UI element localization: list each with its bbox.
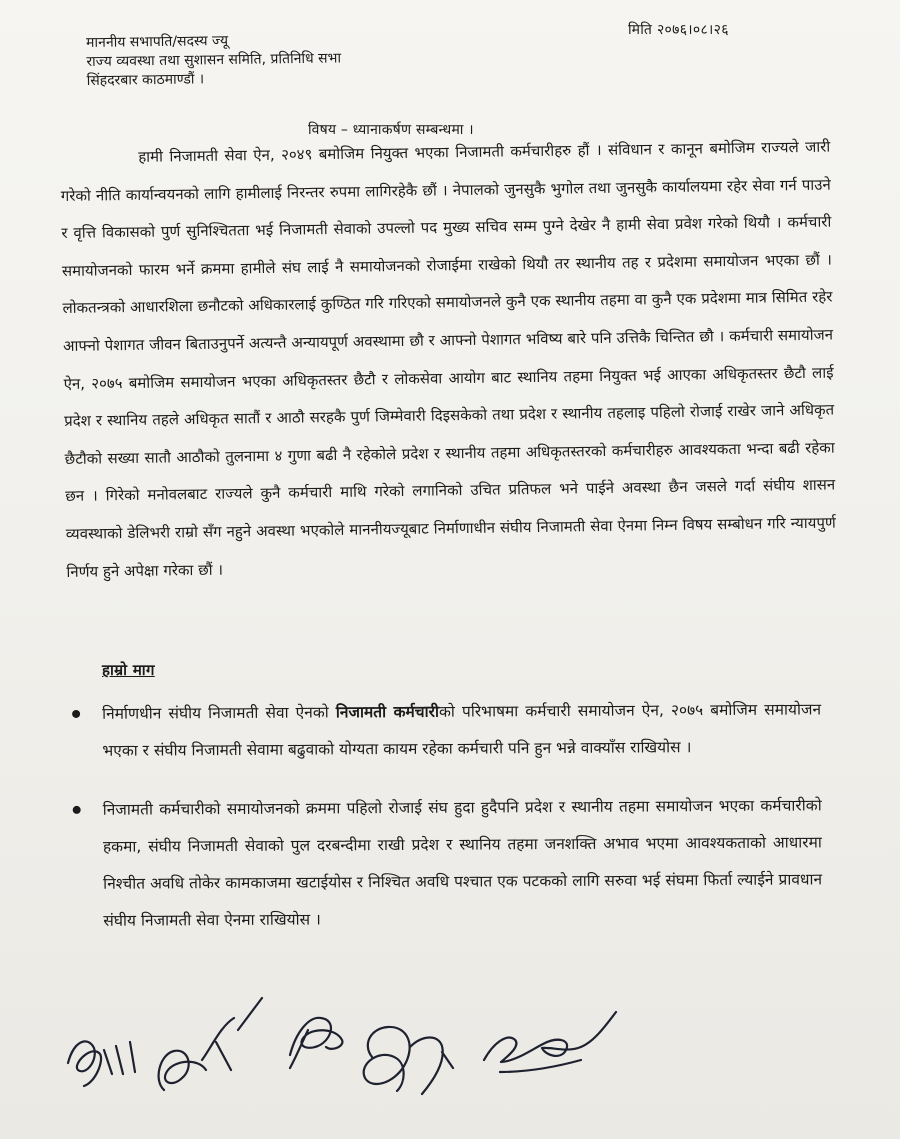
demand-emphasis: निजामती कर्मचारी — [335, 702, 440, 722]
bullet-icon — [72, 710, 80, 718]
handwritten-signature-icon — [68, 1041, 135, 1086]
bullet-icon — [73, 806, 81, 814]
handwritten-signature-icon — [484, 1012, 616, 1072]
demand-item — [66, 691, 821, 770]
address-line: सिंहदरबार काठमाण्डौं । — [86, 71, 205, 89]
demand-text: को परिभाषमा कर्मचारी समायोजन ऐन, २०७५ बमोजिम समायोजन भएका र संघीय निजामती सेवामा बढुवाको योग्यता कायम रहेका कर्मचारी पनि हुन भन्ने वाक्याँस राखियोस । — [102, 700, 822, 760]
address-line: राज्य व्यवस्था तथा सुशासन समिति, प्रतिनिधि सभा — [86, 50, 342, 70]
demands-title: हाम्रो माग — [102, 661, 155, 679]
handwritten-signature-icon — [290, 1018, 342, 1068]
signatures-area — [56, 990, 636, 1115]
demand-text: निजामती कर्मचारीको समायोजनको क्रममा पहिलो रोजाई संघ हुदा हुदैपनि प्रदेश र स्थानीय तहमा समायोजन भएका कर्मचारीको हकमा, संघीय निजामती सेवाको पुल दरबन्दीमा राखी प्रदेश र स्थानिय तहमा जनशक्ति अभाव भएमा आवश्यकताको आधारमा निश्चीत अवधि तोकेर कामकाजमा खटाईयोस र निश्चित अवधि पश्चात एक पटकको लागि सरुवा भई संघमा फिर्ता ल्याईने प्रावधान संघीय निजामती सेवा ऐनमा राखियोस । — [102, 796, 823, 930]
recipient-address — [86, 30, 341, 91]
letter-subject: विषय – ध्यानाकर्षण सम्बन्धमा । — [308, 122, 474, 138]
letter-date: मिति २०७६।०८।२६ — [628, 22, 729, 38]
handwritten-signature-icon — [364, 1027, 453, 1094]
letter-body: हामी निजामती सेवा ऐन, २०४९ बमोजिम नियुक्त भएका निजामती कर्मचारीहरु हौं । संविधान र कानून बमोजिम राज्यले जारी गरेको नीति कार्यान्वयनको लागि हामीलाई निरन्तर रुपमा लागिरहेकै छौं । नेपालको जुनसुकै भुगोल तथा जुनसुकै कार्यालयमा रहेर सेवा गर्न पाउने र वृत्ति विकासको पुर्ण सुनिश्चितता भई निजामती सेवाको उपल्लो पद मुख्य सचिव सम्म पुग्ने देखेर नै हामी सेवा प्रवेश गरेको थियौ । कर्मचारी समायोजनको फारम भर्ने क्रममा हामीले संघ लाई नै समायोजनको रोजाईमा राखेको थियौ तर स्थानीय तह र प्रदेशमा समायोजन भएका छौं । लोकतन्त्रको आधारशिला छनौटको अधिकारलाई कुण्ठित गरि गरिएको समायोजनले कुनै एक स्थानीय तहमा वा कुनै एक प्रदेशमा मात्र सिमित रहेर आफ्नो पेशागत जीवन बिताउनुपर्ने अत्यन्तै अन्यायपूर्ण अवस्थामा छौ र आफ्नो पेशागत भविष्य बारे पनि उत्तिकै चिन्तित छौ । कर्मचारी समायोजन ऐन, २०७५ बमोजिम समायोजन भएका अधिकृतस्तर छैटौ र लोकसेवा आयोग बाट स्थानिय तहमा नियुक्त भई आएका अधिकृतस्तर छैटौ लाई प्रदेश र स्थानिय तहले अधिकृत सातौं र आठौ सरहकै पुर्ण जिम्मेवारी दिइसकेको तथा प्रदेश र स्थानीय तहलाइ पहिलो रोजाई राखेर जाने अधिकृत छैटौको सख्या सातौ आठौको तुलनामा ४ गुणा बढी नै रहेकोले प्रदेश र स्थानीय तहमा अधिकृतस्तरको कर्मचारीहरु आवश्यकता भन्दा बढी रहेका छन । गिरेको मनोवलबाट राज्यले कुनै कर्मचारी माथि गरेको लगानिको उचित प्रतिफल भने पाईने अवस्था छैन जसले गर्दा संघीय शासन व्यवस्थाको डेलिभरी राम्रो सँग नहुने अवस्था भएकोले माननीयज्यूबाट निर्माणाधीन संघीय निजामती सेवा ऐनमा निम्न विषय सम्बोधन गरि न्यायपुर्ण निर्णय हुने अपेक्षा गरेका छौं । — [60, 137, 836, 581]
address-line: माननीय सभापति/सदस्य ज्यू — [86, 33, 229, 51]
demand-list — [66, 691, 823, 962]
demand-item — [67, 787, 823, 940]
demand-text: निर्माणधीन संघीय निजामती सेवा ऐनको — [102, 703, 336, 723]
handwritten-signature-icon — [159, 998, 262, 1090]
